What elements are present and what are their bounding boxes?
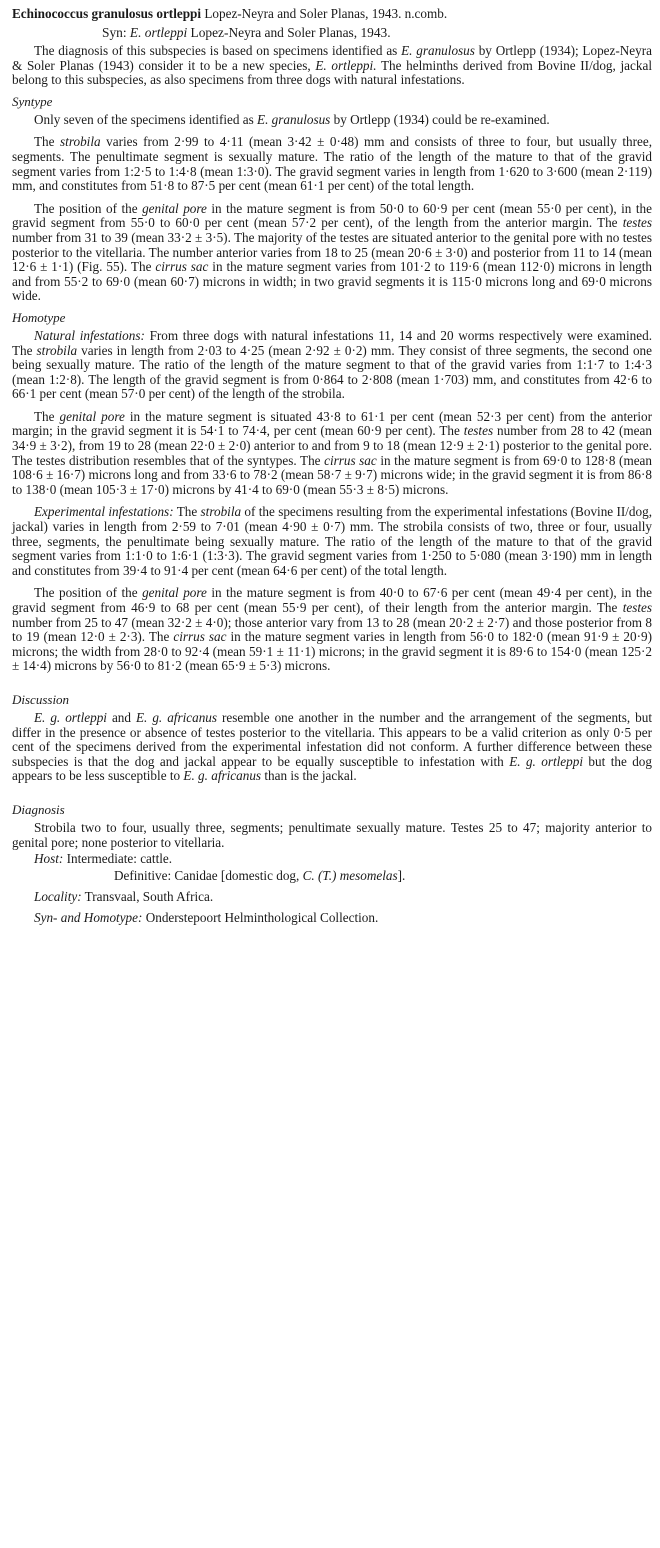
italic-run: E. g. ortleppi: [34, 709, 107, 725]
italic-run: testes: [622, 600, 652, 615]
definitive-host-line: [12, 867, 652, 884]
text-run: varies in length from 2·03 to 4·25 (mean 2·92 ± 0·2) mm. They consist of three segments, the second one being sexually mature. The ratio of the length of the mature segment to that of the gravid varies from 1:1·7 to 1:4·3 (mean 1:2·8). The length of the gravid segment is from 0·864 to 2·808 (mean 1·703) mm, and constitutes from 42·6 to 66·1 per cent (mean 57·0 per cent) of the length of the strobila.: [12, 342, 652, 402]
text-run: in the mature segment is from 50·0 to 60·9 per cent (mean 55·0 per cent), in the gravid segment from 55·0 to 60·0 per cent (mean 57·2 per cent), of the length from the anterior margin. The: [12, 200, 653, 231]
italic-run: E. g. ortleppi: [509, 753, 584, 769]
text-run: resemble one another in the number and the arrangement of the segments, but differ in the presence or absence of testes posterior to the vitellaria. This appears to be a valid criterion as only 0·5 per cent of the specimens derived from the experimental infestation did not conform. A further difference between these subspecies is that the dog and jackal appear to be equally susceptible to infestation with: [12, 709, 652, 769]
text-run: Definitive: Canidae [domestic dog,: [114, 868, 303, 884]
synonym-authority: Lopez-Neyra and Soler Planas, 1943.: [187, 25, 391, 40]
homotype-paragraph-1: [12, 329, 652, 402]
section-heading-syntype: Syntype: [12, 93, 53, 109]
diagnosis-text: Strobila two to four, usually three, segments; penultimate sexually mature. Testes 25 to 47; majority anterior to genital pore; none posterior to vitellaria.: [12, 819, 652, 850]
section-heading-homotype: Homotype: [12, 309, 66, 325]
species-authority: Lopez-Neyra and Soler Planas, 1943. n.comb.: [201, 6, 448, 21]
italic-run: genital pore: [142, 585, 207, 601]
italic-run: genital pore: [59, 408, 125, 424]
text-run: by Ortlepp (1934) could be re-examined.: [330, 111, 550, 127]
text-run: of the specimens resulting from the experimental infestations (Bovine II/dog, jackal) varies in length from 2·59 to 7·01 (mean 4·90 ± 0·7) mm. The strobila consists of two, three or four, usually three, segments, the penultimate being sexually mature. The ratio of the length of the mature to that of the gravid segment varies from 1:1·0 to 1:6·1 (1:3·3). The gravid segment varies from 1·250 to 5·080 (mean 3·190) mm in length and constitutes from 39·4 to 91·4 per cent (mean 64·6 per cent) of the total length.: [12, 504, 653, 578]
italic-run: testes: [622, 215, 652, 231]
text-run: by Ortlepp (1934); Lopez-Neyra & Soler Planas (1943) consider it to be a new species,: [12, 43, 652, 73]
collection-line: [12, 909, 652, 926]
diagnosis-details: [12, 850, 652, 926]
homotype-paragraph-3: [12, 505, 652, 578]
text-run: ].: [397, 868, 406, 884]
italic-run: cirrus sac: [324, 452, 377, 468]
homotype-paragraph-4: [12, 586, 652, 674]
text-run: number from 28 to 42 (mean 34·9 ± 3·2), from 19 to 28 (mean 22·0 ± 2·0) anterior to and from 9 to 18 (mean 12·9 ± 2·1) posterior to the genital pore. The testes distribution resembles that of the syntypes. The: [12, 423, 652, 468]
text-run: and: [106, 709, 136, 725]
text-run: The: [34, 408, 60, 424]
italic-run: E. g. africanus: [135, 709, 218, 725]
italic-run: E. granulosus: [257, 111, 331, 127]
collection-value: Onderstepoort Helminthological Collection.: [142, 910, 379, 926]
syntype-paragraph-2: [12, 135, 652, 193]
italic-run: cirrus sac: [155, 259, 209, 275]
text-run: The: [34, 134, 61, 150]
italic-run: cirrus sac: [173, 629, 227, 645]
italic-run: strobila: [36, 342, 78, 358]
species-title: [12, 6, 652, 21]
text-run: in the mature segment varies in length from 56·0 to 182·0 (mean 91·9 ± 20·9) microns; the width from 28·0 to 92·4 (mean 59·1 ± 11·1) microns; in the gravid segment it is 89·6 to 154·0 (mean 125·2 ± 14·4) microns by 56·0 to 81·2 (mean 65·9 ± 5·3) microns.: [12, 629, 652, 674]
text-run: in the mature segment is situated 43·8 to 61·1 per cent (mean 52·3 per cent) from the anterior margin; in the gravid segment it is 54·1 to 74·4, per cent (mean 60·9 per cent). The: [12, 408, 653, 439]
locality-line: [12, 888, 652, 905]
text-run: but the dog appears to be less susceptible to: [12, 753, 652, 784]
text-run: in the mature segment is from 40·0 to 67·6 per cent (mean 49·4 per cent), in the gravid segment from 46·9 to 68 per cent (mean 55·9 per cent), of their length from the anterior margin. The: [12, 585, 653, 615]
text-run: number from 31 to 39 (mean 33·2 ± 3·5). The majority of the testes are situated anterior to the genital pore with no testes posterior to the vitellaria. The number anterior varies from 18 to 25 (mean 20·6 ± 3·0) and posterior from 11 to 14 (mean 12·6 ± 1·1) (Fig. 55). The: [12, 229, 652, 275]
text-run: The position of the: [34, 585, 143, 601]
italic-run: genital pore: [142, 200, 207, 216]
italic-run: E. g. africanus: [183, 768, 262, 784]
italic-run: E. granulosus: [401, 43, 475, 58]
text-run: The diagnosis of this subspecies is based on specimens identified as: [34, 43, 402, 58]
italic-run: Experimental infestations:: [34, 504, 174, 520]
text-run: number from 25 to 47 (mean 32·2 ± 4·0); those anterior vary from 13 to 28 (mean 20·2 ± 2·7) and those posterior from 8 to 19 (mean 12·0 ± 2·3). The: [12, 614, 652, 645]
text-run: Only seven of the specimens identified as: [34, 111, 258, 127]
italic-run: testes: [463, 423, 494, 439]
section-heading-discussion: Discussion: [12, 691, 70, 707]
text-run: in the mature segment is from 69·0 to 128·8 (mean 108·6 ± 16·7) microns long and from 33·6 to 78·2 (mean 58·7 ± 9·7) microns wide; in the gravid segment it is from 86·8 to 138·0 (mean 105·3 ± 17·0) microns by 41·4 to 69·0 (mean 55·3 ± 8·5) microns.: [12, 452, 652, 497]
host-value: Intermediate: cattle.: [63, 851, 173, 867]
text-run: varies from 2·99 to 4·11 (mean 3·42 ± 0·48) mm and consists of three to four, but usually three, segments. The penultimate segment is sexually mature. The ratio of the length of the mature to that of the gravid segment varies from 1:2·5 to 1:4·8 (mean 1:3·0). The gravid segment varies in length from 1·620 to 3·600 (mean 2·119) mm, and constitutes from 51·8 to 87·5 per cent (mean 61·1 per cent) of the total length.: [12, 134, 652, 194]
syntype-paragraph-3: [12, 202, 652, 304]
italic-run: Natural infestations:: [34, 327, 145, 343]
syntype-paragraph-1: [12, 113, 652, 128]
text-run: The helminths derived from Bovine II/dog, jackal belong to this subspecies, as also specimens from three dogs with natural infestations.: [12, 57, 653, 88]
intro-paragraph: [12, 44, 652, 88]
text-run: From three dogs with natural infestations 11, 14 and 20 worms respectively were examined. The: [12, 327, 652, 358]
text-run: The: [173, 504, 201, 520]
italic-run: C. (T.) mesomelas: [302, 868, 398, 884]
host-line: [12, 850, 652, 867]
synonym-prefix: Syn:: [102, 25, 130, 40]
locality-label: Locality:: [34, 889, 82, 905]
homotype-paragraph-2: [12, 410, 652, 498]
synonym-name: E. ortleppi: [129, 25, 188, 40]
text-run: than is the jackal.: [261, 768, 357, 784]
locality-value: Transvaal, South Africa.: [81, 889, 214, 905]
collection-label: Syn- and Homotype:: [34, 910, 143, 926]
section-heading-diagnosis: Diagnosis: [12, 801, 65, 817]
discussion-paragraph: [12, 711, 652, 784]
italic-run: E. ortleppi.: [315, 57, 377, 73]
italic-run: strobila: [60, 134, 101, 150]
synonym-line: [102, 25, 652, 40]
host-label: Host:: [34, 851, 64, 867]
text-run: in the mature segment varies from 101·2 to 119·6 (mean 112·0) microns in length and from 55·2 to 69·0 (mean 60·7) microns in width; in two gravid segments it is 115·0 microns long and 69·0 microns wide.: [12, 259, 652, 304]
italic-run: strobila: [200, 504, 242, 520]
text-run: The position of the: [34, 200, 143, 216]
species-name: Echinococcus granulosus ortleppi: [12, 6, 202, 21]
